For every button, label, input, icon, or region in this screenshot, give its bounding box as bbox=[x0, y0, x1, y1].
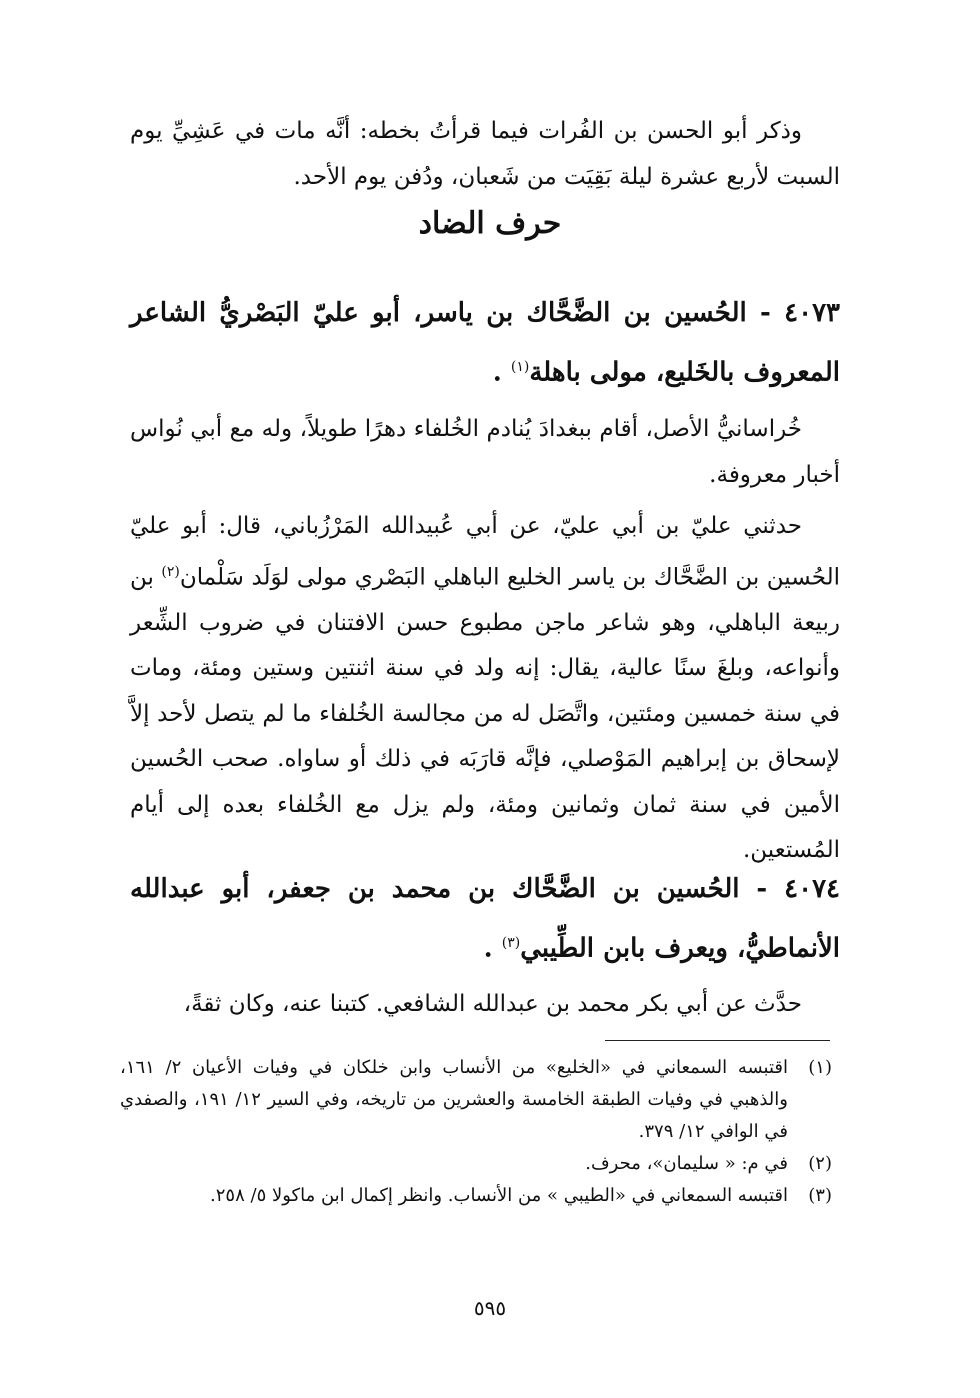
entry-4073-paragraph-2 bbox=[130, 504, 840, 874]
footnote-item bbox=[120, 1180, 832, 1212]
footnote-text: في م: « سليمان»، محرف. bbox=[585, 1153, 788, 1174]
entry-4073-paragraph-1 bbox=[130, 407, 840, 498]
intro-paragraph bbox=[130, 108, 840, 200]
entry-paragraph-text-continued: بن ربيعة الباهلي، وهو شاعر ماجن مطبوع حسن الافتنان في ضروب الشِّعر وأنواعه، وبلغَ سنًا عالية، يقال: إنه ولد في سنة اثنتين وستين ومئة، ومات في سنة خمسين ومئتين، واتَّصَل له من مجالسة الخُلفاء ما لم يتصل لأحد إلاَّ لإسحاق بن إبراهيم المَوْصلي، فإنَّه قارَبَه في ذلك أو ساواه. صحب الحُسين الأمين في سنة ثمان وثمانين ومئة، ولم يزل مع الخُلفاء بعده إلى أيام المُستعين. bbox=[130, 564, 840, 864]
intro-text: وذكر أبو الحسن بن الفُرات فيما قرأتُ بخطه: أنَّه مات في عَشِيِّ يوم السبت لأربع عشرة ليلة بَقِيَت من شَعبان، ودُفن يوم الأحد. bbox=[130, 118, 840, 190]
entry-paragraph-text: خُراسانيُّ الأصل، أقام ببغدادَ يُنادم الخُلفاء دهرًا طويلاً، وله مع أبي نُواس أخبار معروفة. bbox=[130, 416, 840, 488]
footnote-ref-1: (١) bbox=[510, 359, 530, 375]
footnote-ref-2: (٢) bbox=[161, 563, 180, 580]
footnote-number: (١) bbox=[808, 1057, 832, 1078]
entry-heading-text: ٤٠٧٤ - الحُسين بن الضَّحَّاك بن محمد بن جعفر، أبو عبدالله الأنماطيُّ، ويعرف بابن الطِّيبي bbox=[130, 874, 840, 964]
entry-paragraph-text: حدثني عليّ بن أبي عليّ، عن أبي عُبيدالله المَرْزُباني، قال: أبو عليّ الحُسين بن الضَّحَّاك بن ياسر الخليع الباهلي البَصْري مولى لوَلَد سَلْمان bbox=[130, 513, 840, 591]
footnote-text: اقتبسه السمعاني في «الخليع» من الأنساب وابن خلكان في وفيات الأعيان ٢/ ١٦١، والذهبي في وفيات الطبقة الخامسة والعشرين من تاريخه، وفي السير ١٢/ ١٩١، والصفدي في الوافي ١٢/ ٣٧٩. bbox=[120, 1057, 788, 1142]
footnotes-list bbox=[120, 1052, 832, 1212]
entry-4074-paragraph-1 bbox=[130, 982, 840, 1028]
footnote-divider bbox=[605, 1040, 830, 1041]
footnote-item bbox=[120, 1148, 832, 1180]
footnote-ref-3: (٣) bbox=[501, 935, 521, 951]
entry-heading-text: ٤٠٧٣ - الحُسين بن الضَّحَّاك بن ياسر، أبو عليّ البَصْريُّ الشاعر المعروف بالخَليع، مولى باهلة bbox=[130, 298, 840, 388]
footnote-text: اقتبسه السمعاني في «الطيبي » من الأنساب. وانظر إكمال ابن ماكولا ٥/ ٢٥٨. bbox=[210, 1185, 788, 1206]
entry-heading-tail: . bbox=[492, 357, 511, 388]
page-number: ٥٩٥ bbox=[473, 1296, 507, 1320]
entry-heading-4074 bbox=[130, 862, 840, 976]
entry-paragraph-text: حدَّث عن أبي بكر محمد بن عبدالله الشافعي. كتبنا عنه، وكان ثقةً، bbox=[183, 991, 802, 1017]
footnote-number: (٣) bbox=[808, 1185, 832, 1206]
section-heading: حرف الضاد bbox=[418, 206, 562, 241]
footnote-item bbox=[120, 1052, 832, 1148]
entry-heading-4073 bbox=[130, 286, 840, 400]
footnote-number: (٢) bbox=[808, 1153, 832, 1174]
entry-heading-tail: . bbox=[483, 933, 502, 964]
